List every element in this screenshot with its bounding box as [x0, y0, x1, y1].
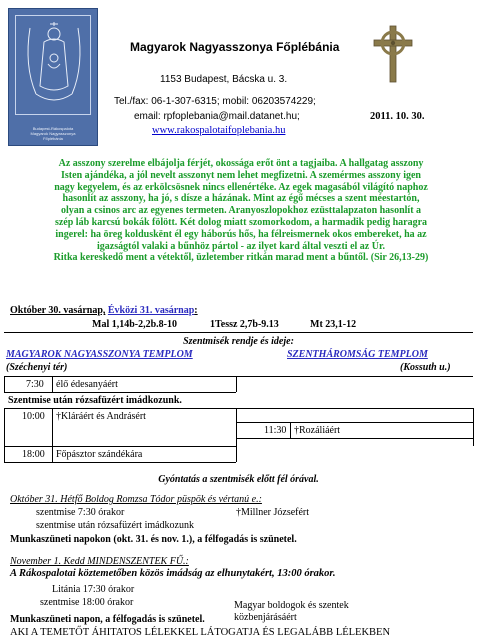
table-border	[52, 376, 53, 392]
madonna-icon	[16, 16, 92, 116]
left-church: MAGYAROK NAGYASSZONYA TEMPLOM	[6, 349, 193, 360]
table-border	[4, 446, 5, 462]
table-border	[236, 438, 473, 439]
row-time: 10:00	[22, 411, 45, 422]
table-border	[236, 408, 237, 446]
parish-logo	[8, 8, 98, 146]
table-border	[236, 422, 473, 423]
sunday-heading	[10, 305, 198, 316]
right-church: SZENTHÁROMSÁG TEMPLOM	[287, 349, 428, 360]
logo-line-2: Magyarok Nagyasszonya	[30, 131, 76, 136]
email: email: rpfoplebania@mail.datanet.hu;	[134, 111, 300, 122]
monday-intention: †Millner Józsefért	[236, 507, 310, 518]
monday-heading: Október 31. Hétfő Boldog Romzsa Tódor püspök és vértanú e.:	[10, 494, 262, 505]
quote-line: igazságtól valaki a bűnhöz pártol - az ilyet kard által veszti el az Úr.	[97, 240, 385, 252]
reading-first	[92, 319, 177, 330]
quote-line: hasonlít az asszony, ha jó, s dísze a házának. Mint az égő mécses a szent méestartón,	[62, 193, 420, 205]
table-border	[4, 446, 236, 447]
confession-note: Gyóntatás a szentmisék előtt fél órával.	[158, 474, 319, 485]
website-link[interactable]: www.rakospalotaifoplebania.hu	[152, 125, 286, 136]
row-intention: †Kláráért és Andrásért	[56, 411, 146, 422]
table-border	[473, 408, 474, 446]
quote-line: ingerel: ha öreg kolduskënt él egy háborús hős, ha félreismernek okos embereket, ha az	[55, 228, 427, 240]
row-intention: élő édesanyáért	[56, 379, 118, 390]
quote-line: Az asszony szerelme elbájolja férjét, okossága erőt önt a tagjaiba. A hallgatag asszony	[58, 158, 424, 169]
table-border	[4, 376, 5, 392]
quote-line: szép láb karcsú bokák fölött. Két dolog miatt szomorkodom, a harmadik pedig haragra	[54, 216, 428, 228]
reading-gospel	[310, 319, 356, 330]
cemetery-note: A Rákospalotai köztemetőben közös imádság az elhunytakért, 13:00 órakor.	[10, 568, 336, 579]
left-location: (Széchenyi tér)	[6, 362, 68, 373]
table-border	[236, 376, 237, 392]
table-border	[4, 392, 236, 393]
row-time: 7:30	[26, 379, 44, 390]
table-border	[52, 408, 53, 446]
reading-gospel-text: Mt 23,1-12	[310, 319, 357, 330]
quote-line: olyan a csinos arc az egyenes termeten. Aranyoszlopokhoz ezüsttalapzaton hasonlít a	[60, 205, 422, 217]
right-row-time: 11:30	[264, 425, 287, 436]
monday-rosary: szentmise után rózsafüzért imádkozunk	[36, 520, 194, 531]
row-time: 18:00	[22, 449, 45, 460]
table-border	[290, 422, 291, 438]
table-border	[236, 446, 237, 462]
table-border	[4, 462, 236, 463]
rosary-note: Szentmise után rózsafüzért imádkozunk.	[8, 395, 182, 406]
phone: Tel./fax: 06-1-307-6315; mobil: 06203574229;	[114, 96, 316, 107]
table-border	[4, 408, 473, 409]
table-border	[4, 332, 473, 333]
table-border	[4, 408, 5, 446]
quote-line: nagy kegyelem, és az erkölcsösnek nincs ellenértéke. Az egek magasából világító naphoz	[54, 181, 428, 193]
parish-name: Magyarok Nagyasszonya Főplébánia	[130, 40, 340, 54]
tuesday-heading: November 1. Kedd MINDENSZENTEK FŰ.:	[10, 556, 189, 567]
tuesday-litany: Litánia 17:30 órakor	[52, 584, 135, 595]
schedule-heading: Szentmisék rendje és ideje:	[183, 336, 294, 347]
monday-office-note: Munkaszüneti napokon (okt. 31. és nov. 1.), a félfogadás is szünetel.	[10, 534, 297, 545]
table-border	[4, 376, 473, 377]
tuesday-intention-2: közbenjárásáért	[234, 612, 297, 623]
sunday-date: Október 30. vasárnap,	[10, 305, 106, 316]
quote-line: Ritka kereskedő ment a vétektől, üzletember ritkán marad ment a bűntől. (Sir 26,13-29)	[53, 252, 429, 264]
issue-date: 2011. 10. 30.	[370, 111, 425, 122]
tuesday-office-note: Munkaszüneti napon, a félfogadás is szünetel.	[10, 614, 205, 625]
right-row-intention: †Rozáliáért	[294, 425, 341, 436]
logo-line-1: Budapest-Rákospalota	[32, 126, 74, 131]
logo-caption	[11, 126, 95, 141]
row-intention: Főpásztor szándékára	[56, 449, 143, 460]
heading-colon: :	[194, 305, 198, 316]
table-border	[52, 446, 53, 462]
right-location: (Kossuth u.)	[400, 362, 451, 373]
monday-mass: szentmise 7:30 órakor	[36, 507, 125, 518]
reading-first-text: Mal 1,14b-2,2b.8-10	[92, 319, 177, 330]
scripture-quote	[18, 158, 464, 264]
logo-frame	[15, 15, 91, 115]
logo-line-3: Főplébánia	[43, 136, 63, 141]
reading-second-text: 1Tessz 2,7b-9.13	[210, 319, 279, 330]
final-line: AKI A TEMETŐT ÁHITATOS LÉLEKKEL LÁTOGATJA ÉS LEGALÁBB LÉLEKBEN	[10, 627, 391, 638]
liturgical-day: Évközi 31. vasárnap	[107, 305, 195, 316]
quote-line: Isten ajándéka, a jól nevelt asszonyt nem lehet megfizetni. A szemérmes asszony igen	[61, 169, 421, 181]
celtic-cross-icon	[370, 24, 416, 84]
address: 1153 Budapest, Bácska u. 3.	[160, 74, 288, 85]
reading-second	[210, 319, 279, 330]
tuesday-intention-1: Magyar boldogok és szentek	[234, 600, 349, 611]
tuesday-mass: szentmise 18:00 órakor	[40, 597, 134, 608]
